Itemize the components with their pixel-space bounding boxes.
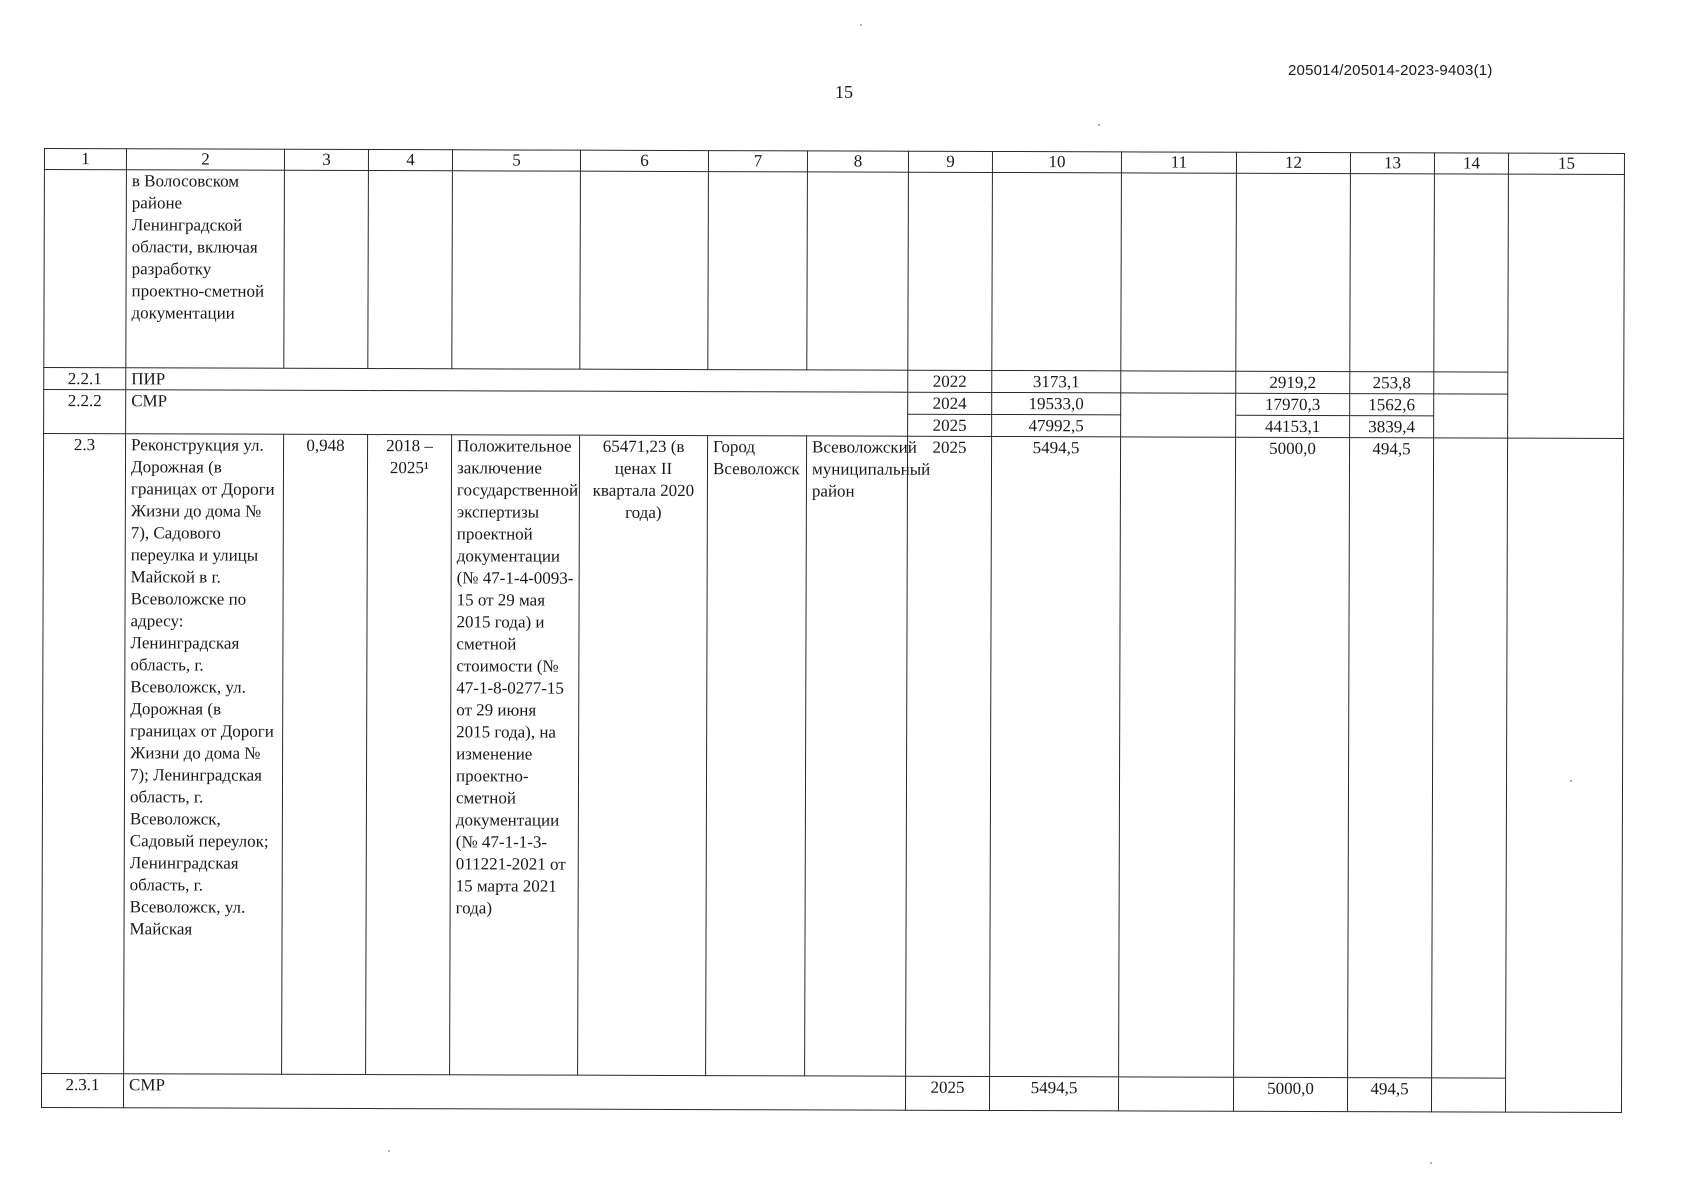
row-col13: 494,5 [1348, 438, 1434, 1078]
row-expertise: Положительное заключение государственной экспертизы проектной документации (№ 47-1-4-0093-15 от 29 мая 2015 года) и сметной стоимости (№ 47-1-8-0277-15 от 29 июня 2015 года), на изменение проектно-сметной документации (№ 47-1-1-3-011221-2021 от 15 марта 2021 года) [450, 435, 580, 1075]
row-number: 2.2.1 [44, 368, 126, 390]
col-header-5: 5 [452, 150, 580, 171]
row-year: 2024 [908, 392, 992, 414]
row-col12: 44153,1 [1236, 415, 1350, 437]
scan-speck [1098, 124, 1100, 126]
row-year: 2025 [908, 414, 992, 436]
scan-speck [388, 1150, 390, 1152]
scan-speck [1430, 1162, 1432, 1164]
continuation-description: в Волосовском районе Ленинградской области, включая разработку проектно-сметной документации [126, 170, 285, 368]
col-header-9: 9 [908, 151, 992, 172]
row-col13: 3839,4 [1350, 416, 1434, 438]
col-header-1: 1 [44, 149, 126, 170]
page-number: 15 [835, 82, 853, 102]
row-cost: 65471,23 (в ценах II квартала 2020 года) [578, 435, 708, 1075]
row-name: ПИР [126, 368, 908, 392]
row-year: 2025 [906, 436, 992, 1076]
row-number: 2.3 [42, 434, 126, 1074]
col-header-3: 3 [284, 149, 368, 170]
row-col13: 494,5 [1347, 1078, 1431, 1112]
col-header-4: 4 [368, 150, 452, 171]
col-header-12: 12 [1236, 152, 1350, 173]
row-col12: 17970,3 [1236, 393, 1350, 415]
table-row-2-3-1 [41, 1073, 1621, 1112]
document-id: 205014/205014-2023-9403(1) [1288, 62, 1493, 79]
row-district: Всеволожский муниципальный район [805, 436, 908, 1076]
row-total: 5494,5 [989, 1076, 1118, 1110]
row-total: 19533,0 [992, 392, 1121, 414]
row-settlement: Город Всеволожск [706, 436, 807, 1076]
row-name: СМР [126, 390, 908, 436]
row-number: 2.2.2 [44, 390, 126, 434]
row-total: 5494,5 [990, 436, 1121, 1076]
table-row-2-3 [42, 434, 1624, 1079]
row-length: 0,948 [282, 434, 368, 1074]
row-col12: 5000,0 [1233, 1077, 1347, 1111]
scan-speck [1570, 780, 1572, 782]
col-header-6: 6 [580, 150, 708, 171]
scan-speck [860, 24, 862, 26]
row-col13: 1562,6 [1350, 394, 1434, 416]
table-row-2-2-2 [44, 390, 1624, 417]
row-name: СМР [123, 1074, 905, 1110]
row-period: 2018 – 2025¹ [366, 435, 452, 1075]
col-header-2: 2 [126, 149, 284, 170]
row-total: 47992,5 [992, 414, 1121, 436]
table-row-continuation [44, 170, 1625, 373]
col-header-11: 11 [1121, 152, 1236, 173]
col-header-8: 8 [807, 151, 908, 172]
row-total: 3173,1 [992, 370, 1121, 392]
row-number: 2.3.1 [41, 1073, 123, 1107]
col-header-15: 15 [1508, 153, 1624, 174]
col-header-13: 13 [1350, 153, 1434, 174]
col-header-7: 7 [708, 151, 807, 172]
row-year: 2022 [908, 370, 992, 392]
row-col13: 253,8 [1350, 372, 1434, 394]
row-col12: 5000,0 [1234, 437, 1350, 1077]
row-name: Реконструкция ул. Дорожная (в границах от Дороги Жизни до дома № 7), Садового переулка и улицы Майской в г. Всеволожске по адресу: Ленинградская область, г. Всеволожск, ул. Дорожная (в границах от Дороги Жизни до дома № 7); Ленинградская область, г. Всеволожск, Садовый переулок; Ленинградская область, г. Всеволожск, ул. Майская [124, 434, 284, 1074]
col-header-14: 14 [1434, 153, 1508, 174]
col-header-10: 10 [992, 151, 1121, 172]
row-col12: 2919,2 [1236, 371, 1350, 393]
row-year: 2025 [905, 1076, 989, 1110]
budget-table [41, 148, 1625, 1113]
